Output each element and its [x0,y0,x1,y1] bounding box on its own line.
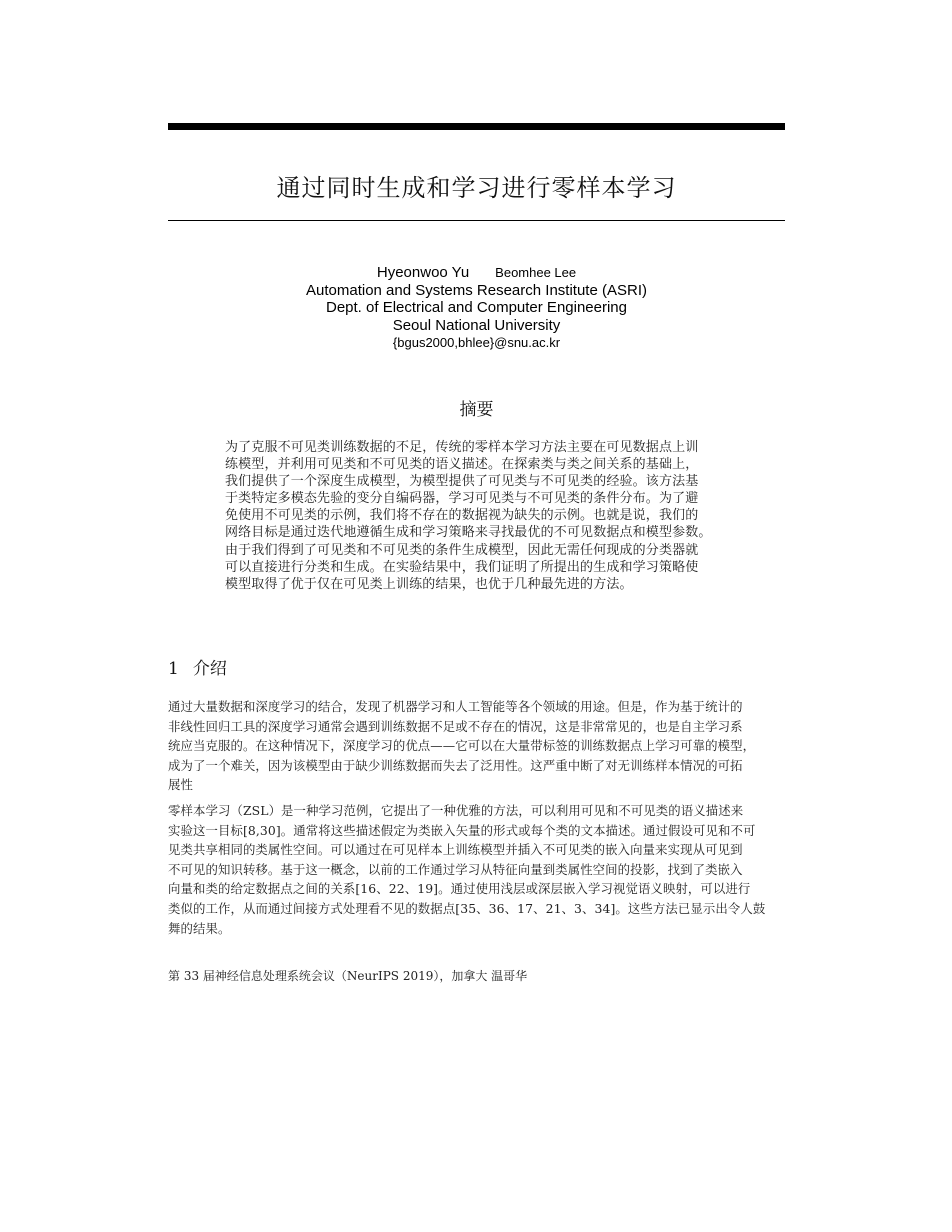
paragraph-line: 实验这一目标[8,30]。通常将这些描述假定为类嵌入矢量的形式或每个类的文本描述。通过假设可见和不可 [168,822,756,838]
paragraph-line: 见类共享相同的类属性空间。可以通过在可见样本上训练模型并插入不可见类的嵌入向量来实现从可见到 [168,842,743,858]
paragraph-line: 非线性回归工具的深度学习通常会遇到训练数据不足或不存在的情况，这是非常常见的，也是自主学习系 [168,718,743,734]
author-email: {bgus2000,bhlee}@snu.ac.kr [392,335,561,350]
section-number: 1 [168,659,179,679]
paragraph-line: 通过大量数据和深度学习的结合，发现了机器学习和人工智能等各个领域的用途。但是，作为基于统计的 [168,699,743,714]
paragraph-line: 统应当克服的。在这种情况下，深度学习的优点——它可以在大量带标签的训练数据点上学习可靠的模型， [168,738,756,754]
abstract-line: 网络目标是通过迭代地遵循生成和学习策略来寻找最优的不可见数据点和模型参数。 [225,525,712,541]
abstract-line: 我们提供了一个深度生成模型，为模型提供了可见类与不可见类的经验。该方法基 [225,474,699,490]
intro-paragraph-1 [168,697,786,795]
paragraph-line: 向量和类的给定数据点之间的关系[16、22、19]。通过使用浅层或深层嵌入学习视觉语义映射，可以进行 [168,881,751,897]
conference-footnote: 第 33 届神经信息处理系统会议（NeurIPS 2019），加拿大 温哥华 [168,969,528,983]
paragraph-line: 展性 [168,777,193,793]
author-names [168,264,785,282]
abstract-line: 练模型，并利用可见类和不可见类的语义描述。在探索类与类之间关系的基础上， [225,457,699,473]
abstract-line: 于类特定多模态先验的变分自编码器，学习可见类与不可见类的条件分布。为了避 [225,491,699,507]
paragraph-line: 舞的结果。 [168,920,231,936]
abstract-line: 为了克服不可见类训练数据的不足，传统的零样本学习方法主要在可见数据点上训 [225,440,699,455]
author-1: Hyeonwoo Yu [376,264,470,281]
title-top-rule [168,123,785,130]
paragraph-line: 零样本学习（ZSL）是一种学习范例，它提出了一种优雅的方法，可以利用可见和不可见类的语义描述来 [168,803,744,818]
paper-title: 通过同时生成和学习进行零样本学习 [276,174,677,202]
author-university: Seoul National University [392,316,561,334]
intro-paragraph-2 [168,801,786,938]
title-bottom-rule [168,220,785,221]
section-title: 介绍 [192,659,227,679]
section-heading [168,654,227,679]
paragraph-line: 类似的工作，从而通过间接方式处理看不见的数据点[35、36、17、21、3、34]。这些方法已显示出令人鼓 [168,900,766,916]
author-dept: Dept. of Electrical and Computer Engineering [326,299,627,316]
abstract-body [225,439,745,593]
author-block [168,264,785,352]
abstract-line: 由于我们得到了可见类和不可见类的条件生成模型，因此无需任何现成的分类器就 [225,542,699,558]
abstract-line: 可以直接进行分类和生成。在实验结果中，我们证明了所提出的生成和学习策略使 [225,559,699,575]
abstract-line: 免使用不可见类的示例，我们将不存在的数据视为缺失的示例。也就是说，我们的 [225,508,699,524]
author-institute: Automation and Systems Research Institute (ASRI) [306,281,647,299]
abstract-heading: 摘要 [459,400,494,420]
author-2: Beomhee Lee [495,265,577,280]
abstract-line: 模型取得了优于仅在可见类上训练的结果，也优于几种最先进的方法。 [225,576,633,592]
paragraph-line: 不可见的知识转移。基于这一概念，以前的工作通过学习从特征向量到类属性空间的投影，找到了类嵌入 [168,861,743,877]
paragraph-line: 成为了一个难关，因为该模型由于缺少训练数据而失去了泛用性。这严重中断了对无训练样本情况的可拓 [168,757,743,773]
